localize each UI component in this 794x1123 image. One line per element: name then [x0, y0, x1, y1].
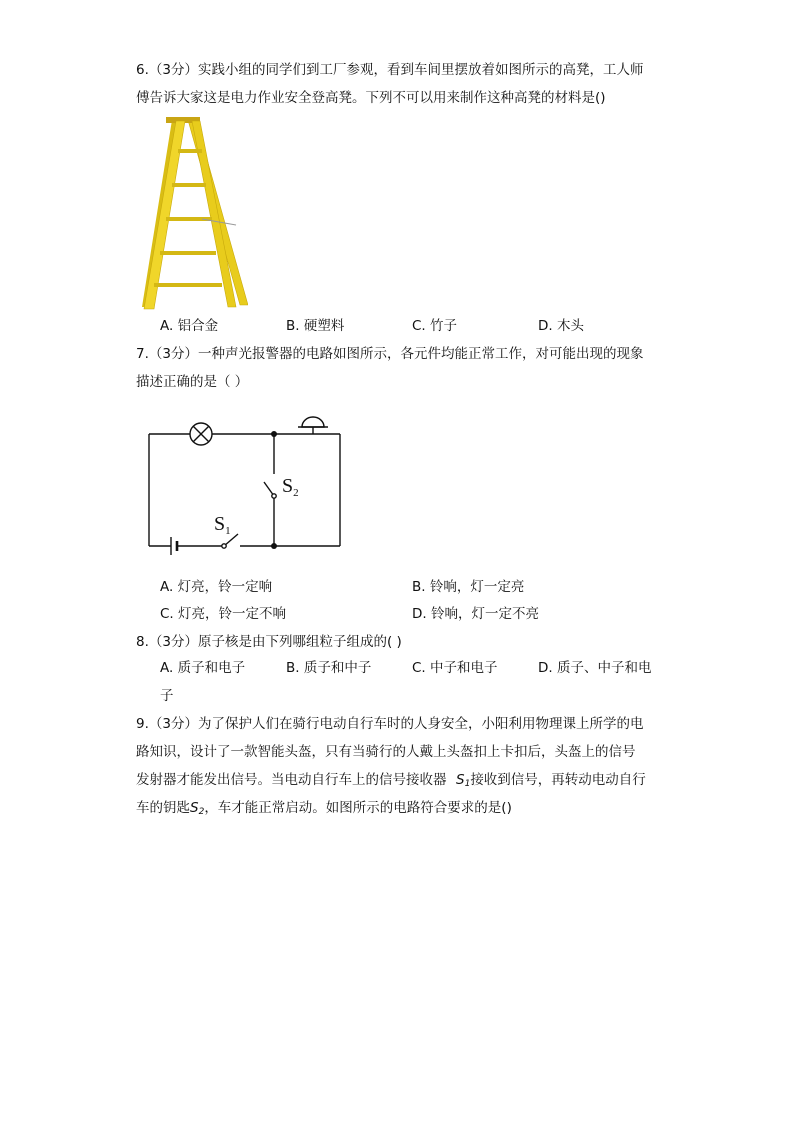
- ladder-image: [136, 115, 248, 310]
- s1-symbol: $S_1$: [456, 772, 471, 789]
- q8-line-1: 8.（3分）原子核是由下列哪组粒子组成的( ): [136, 634, 402, 650]
- q6-option-a[interactable]: A. 铝合金: [160, 318, 219, 334]
- s2-label: $S_2$: [282, 475, 299, 499]
- q9-line-4: 车的钥匙$S_2$，车才能正常启动。如图所示的电路符合要求的是(): [136, 800, 512, 817]
- q7-option-a[interactable]: A. 灯亮，铃一定响: [160, 579, 273, 595]
- q7-line-2: 描述正确的是（ ）: [136, 374, 249, 390]
- q7-option-b[interactable]: B. 铃响，灯一定亮: [412, 579, 525, 595]
- q7-option-d[interactable]: D. 铃响，灯一定不亮: [412, 606, 539, 622]
- q8-option-c[interactable]: C. 中子和电子: [412, 660, 498, 676]
- q9-line-2: 路知识，设计了一款智能头盔，只有当骑行的人戴上头盔扣上卡扣后，头盔上的信号: [136, 744, 636, 760]
- s1-label: $S_1$: [214, 513, 231, 537]
- q7-option-c[interactable]: C. 灯亮，铃一定不响: [160, 606, 287, 622]
- q6-line-2: 傅告诉大家这是电力作业安全登高凳。下列不可以用来制作这种高凳的材料是(): [136, 90, 606, 106]
- q9-line-1: 9.（3分）为了保护人们在骑行电动自行车时的人身安全，小阳利用物理课上所学的电: [136, 716, 644, 732]
- q8-option-d-wrap: 子: [160, 688, 174, 704]
- q6-line-1: 6.（3分）实践小组的同学们到工厂参观，看到车间里摆放着如图所示的高凳，工人师: [136, 62, 644, 78]
- s2-symbol: $S_2$: [190, 800, 205, 817]
- q6-option-b[interactable]: B. 硬塑料: [286, 318, 345, 334]
- circuit-diagram: [140, 410, 350, 555]
- q6-option-d[interactable]: D. 木头: [538, 318, 584, 334]
- q8-option-b[interactable]: B. 质子和中子: [286, 660, 372, 676]
- q7-line-1: 7.（3分）一种声光报警器的电路如图所示，各元件均能正常工作，对可能出现的现象: [136, 346, 644, 362]
- q8-option-d[interactable]: D. 质子、中子和电: [538, 660, 652, 676]
- q9-line-3: 发射器才能发出信号。当电动自行车上的信号接收器: [136, 772, 447, 788]
- q9-line-3-end: $S_1$接收到信号，再转动电动自行: [456, 772, 646, 789]
- q6-option-c[interactable]: C. 竹子: [412, 318, 458, 334]
- q8-option-a[interactable]: A. 质子和电子: [160, 660, 246, 676]
